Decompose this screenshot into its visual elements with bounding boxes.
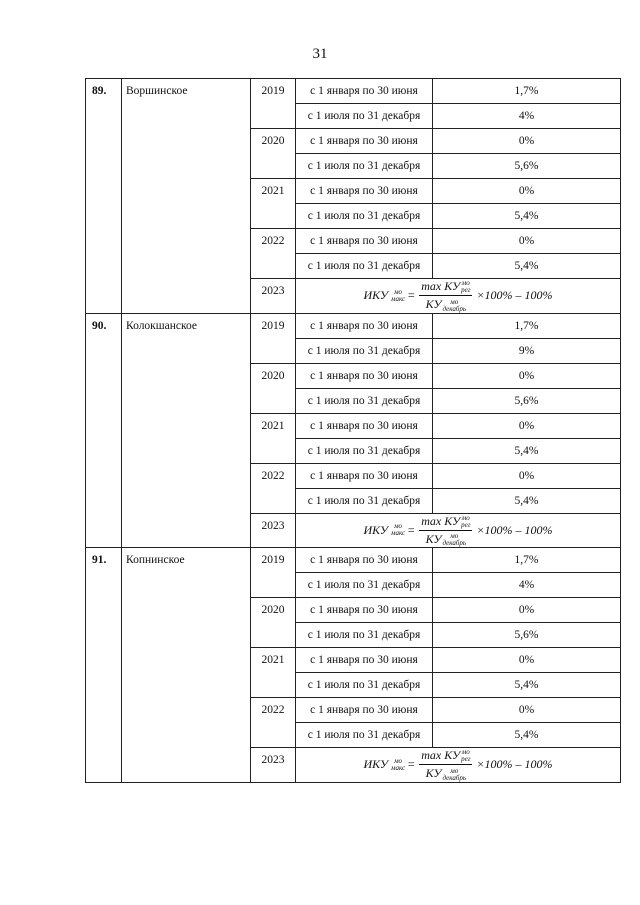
period-cell: с 1 июля по 31 декабря	[296, 254, 433, 279]
period-cell: с 1 июля по 31 декабря	[296, 154, 433, 179]
formula-lhs: ИКУ	[363, 522, 389, 537]
formula-lhs: ИКУ	[363, 757, 389, 772]
year-cell: 2022	[251, 229, 296, 279]
rate-cell: 5,6%	[433, 388, 621, 413]
formula-num-text: max КУ	[421, 513, 461, 528]
formula-num-sub: рег	[461, 286, 471, 295]
formula-lhs-sub: макс	[391, 763, 406, 772]
formula-num-sup: мо	[461, 513, 470, 522]
rate-cell: 0%	[433, 179, 621, 204]
rate-cell: 5,4%	[433, 438, 621, 463]
formula-equals: =	[407, 288, 416, 303]
formula-denominator	[424, 296, 468, 312]
period-cell: с 1 июля по 31 декабря	[296, 388, 433, 413]
formula-tail: ×100% – 100%	[476, 757, 553, 772]
year-cell: 2022	[251, 463, 296, 513]
formula-denominator	[424, 765, 468, 781]
formula-fraction	[419, 514, 472, 548]
formula-numerator	[419, 748, 472, 765]
rate-cell: 9%	[433, 338, 621, 363]
formula-equals: =	[407, 522, 416, 537]
formula-num-sup: мо	[461, 748, 470, 757]
formula-den-text: КУ	[425, 297, 442, 312]
year-cell: 2021	[251, 179, 296, 229]
formula-lhs-sup: мо	[394, 287, 403, 296]
table-row	[86, 313, 621, 338]
formula-lhs-sup: мо	[394, 756, 403, 765]
period-cell: с 1 июля по 31 декабря	[296, 573, 433, 598]
formula-cell	[296, 513, 621, 548]
period-cell: с 1 января по 30 июня	[296, 413, 433, 438]
formula-lhs-indices	[391, 758, 405, 772]
period-cell: с 1 января по 30 июня	[296, 229, 433, 254]
rate-cell: 1,7%	[433, 79, 621, 104]
entry-number: 90.	[86, 313, 122, 548]
formula-den-indices	[443, 768, 467, 782]
period-cell: с 1 января по 30 июня	[296, 129, 433, 154]
formula-den-indices	[443, 299, 467, 313]
formula-lhs-sub: макс	[391, 294, 406, 303]
formula-num-indices	[461, 749, 470, 763]
formula-num-indices	[461, 515, 470, 529]
formula-equals: =	[407, 757, 416, 772]
rate-cell: 4%	[433, 573, 621, 598]
rate-cell: 0%	[433, 463, 621, 488]
formula-numerator	[419, 514, 472, 531]
rate-cell: 5,4%	[433, 673, 621, 698]
year-cell: 2019	[251, 313, 296, 363]
year-cell: 2020	[251, 129, 296, 179]
formula-den-sub: декабрь	[442, 539, 467, 547]
rate-cell: 4%	[433, 104, 621, 129]
formula-fraction	[419, 748, 472, 782]
year-cell: 2019	[251, 79, 296, 129]
period-cell: с 1 июля по 31 декабря	[296, 338, 433, 363]
rate-cell: 1,7%	[433, 548, 621, 573]
formula	[363, 748, 552, 782]
period-cell: с 1 июля по 31 декабря	[296, 623, 433, 648]
rate-cell: 5,4%	[433, 254, 621, 279]
tariff-table	[85, 78, 621, 783]
period-cell: с 1 января по 30 июня	[296, 313, 433, 338]
period-cell: с 1 июля по 31 декабря	[296, 673, 433, 698]
rate-cell: 5,6%	[433, 154, 621, 179]
period-cell: с 1 января по 30 июня	[296, 79, 433, 104]
year-cell: 2020	[251, 363, 296, 413]
period-cell: с 1 июля по 31 декабря	[296, 104, 433, 129]
year-cell: 2020	[251, 598, 296, 648]
year-cell: 2023	[251, 279, 296, 314]
table-row	[86, 548, 621, 573]
formula-fraction	[419, 279, 472, 313]
rate-cell: 5,4%	[433, 204, 621, 229]
year-cell: 2019	[251, 548, 296, 598]
period-cell: с 1 июля по 31 декабря	[296, 488, 433, 513]
formula-num-text: max КУ	[421, 279, 461, 293]
formula-num-indices	[461, 280, 470, 294]
period-cell: с 1 января по 30 июня	[296, 548, 433, 573]
formula-den-sub: декабрь	[442, 773, 467, 782]
year-cell: 2023	[251, 513, 296, 548]
rate-cell: 0%	[433, 598, 621, 623]
formula-num-sub: рег	[461, 755, 471, 764]
formula-lhs-indices	[391, 289, 405, 303]
year-cell: 2021	[251, 413, 296, 463]
rate-cell: 0%	[433, 363, 621, 388]
formula-lhs-sub: макс	[391, 529, 406, 538]
rate-cell: 0%	[433, 698, 621, 723]
rate-cell: 1,7%	[433, 313, 621, 338]
formula-lhs: ИКУ	[363, 288, 389, 303]
formula-num-sup: мо	[461, 279, 470, 288]
formula	[363, 514, 552, 548]
rate-cell: 0%	[433, 229, 621, 254]
formula-lhs-indices	[391, 523, 405, 537]
formula-denominator	[424, 531, 468, 547]
formula-lhs-sup: мо	[394, 522, 403, 531]
formula-den-text: КУ	[425, 766, 442, 781]
period-cell: с 1 января по 30 июня	[296, 179, 433, 204]
formula-den-indices	[443, 533, 467, 547]
page-number: 31	[312, 46, 328, 62]
formula-num-text: max КУ	[421, 748, 461, 762]
rate-cell: 5,4%	[433, 723, 621, 748]
entry-name: Колокшанское	[122, 313, 251, 548]
formula-cell	[296, 279, 621, 314]
year-cell: 2021	[251, 648, 296, 698]
table-row	[86, 79, 621, 104]
entry-number: 91.	[86, 548, 122, 783]
formula-den-sup: мо	[450, 532, 459, 540]
rate-cell: 0%	[433, 648, 621, 673]
period-cell: с 1 января по 30 июня	[296, 648, 433, 673]
period-cell: с 1 июля по 31 декабря	[296, 204, 433, 229]
formula-numerator	[419, 279, 472, 296]
period-cell: с 1 января по 30 июня	[296, 598, 433, 623]
formula-den-sup: мо	[450, 297, 459, 306]
period-cell: с 1 января по 30 июня	[296, 463, 433, 488]
formula-tail: ×100% – 100%	[476, 288, 553, 303]
entry-name: Копнинское	[122, 548, 251, 783]
formula-tail: ×100% – 100%	[476, 522, 553, 537]
formula-den-sub: декабрь	[442, 304, 467, 313]
period-cell: с 1 января по 30 июня	[296, 363, 433, 388]
rate-cell: 0%	[433, 413, 621, 438]
rate-cell: 5,6%	[433, 623, 621, 648]
formula-cell	[296, 748, 621, 783]
entry-name: Воршинское	[122, 79, 251, 314]
period-cell: с 1 июля по 31 декабря	[296, 438, 433, 463]
table-body	[86, 79, 621, 783]
entry-number: 89.	[86, 79, 122, 314]
formula-num-sub: рег	[461, 520, 471, 529]
formula-den-sup: мо	[450, 766, 459, 775]
rate-cell: 0%	[433, 129, 621, 154]
formula-den-text: КУ	[425, 531, 442, 546]
period-cell: с 1 июля по 31 декабря	[296, 723, 433, 748]
formula	[363, 279, 552, 313]
rate-cell: 5,4%	[433, 488, 621, 513]
period-cell: с 1 января по 30 июня	[296, 698, 433, 723]
year-cell: 2023	[251, 748, 296, 783]
year-cell: 2022	[251, 698, 296, 748]
